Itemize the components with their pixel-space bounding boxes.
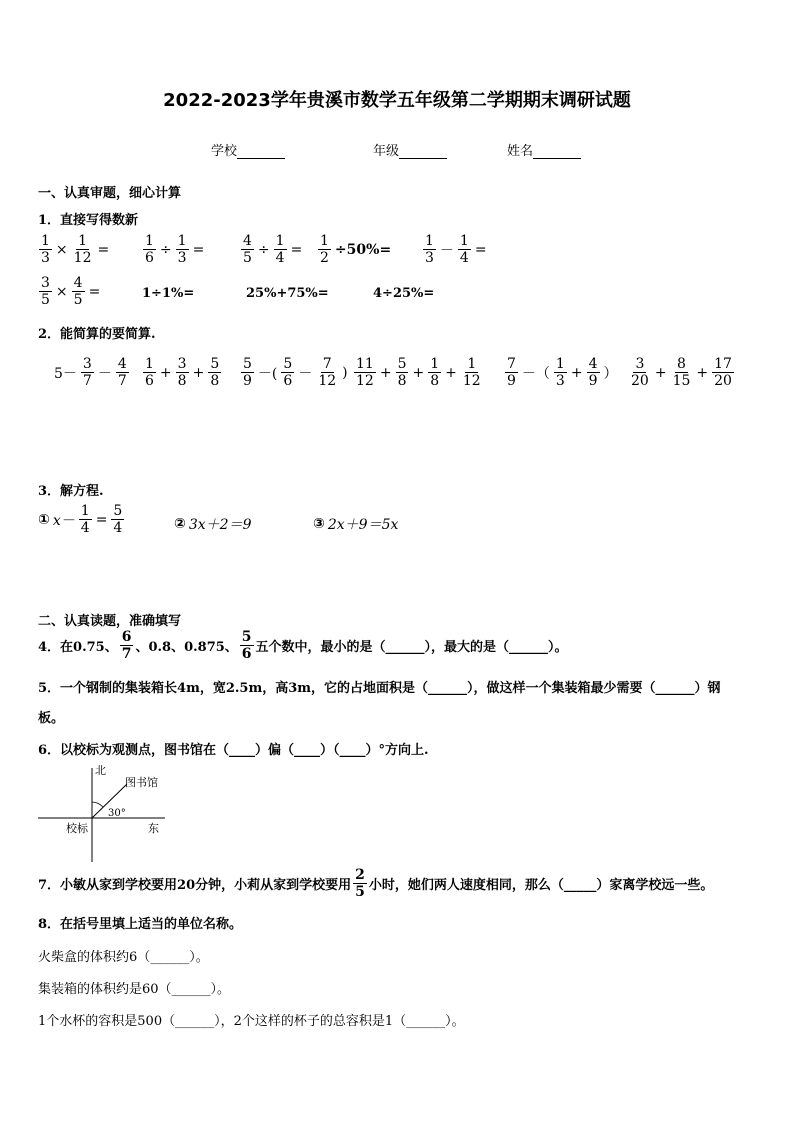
q1-item-5: $\frac{1}{3}$ － $\frac{1}{4}$ =	[425, 233, 487, 266]
fraction: $\frac{5}{8}$	[210, 356, 220, 389]
fraction: $\frac{4}{7}$	[117, 356, 127, 389]
fraction: $\frac{5}{6}$	[241, 629, 252, 662]
origin-label: 校标	[66, 822, 88, 835]
fraction: $\frac{4}{5}$	[73, 275, 83, 308]
fraction: $\frac{1}{12}$	[462, 356, 481, 389]
q3-label: 3．解方程.	[38, 484, 104, 499]
fraction: $\frac{2}{5}$	[355, 867, 365, 900]
fraction: $\frac{3}{5}$	[41, 275, 50, 308]
q8-line-2: 集装箱的体积约是60（______）。	[38, 982, 231, 997]
name-label: 姓名	[507, 144, 534, 159]
q8-line-3: 1个水杯的容积是500（______），2个这样的杯子的总容积是1（______）。	[38, 1014, 465, 1029]
q8-line-1: 火柴盒的体积约6（______）。	[38, 950, 209, 965]
q2-label: 2．能简算的要简算.	[38, 327, 156, 342]
q1-item-8: 25%+75%=	[246, 286, 329, 301]
angle-label: 30°	[108, 808, 126, 819]
fraction: $\frac{1}{6}$	[145, 356, 154, 389]
fraction: $\frac{3}{8}$	[177, 356, 187, 389]
direction-diagram	[30, 760, 180, 865]
q3-eq-1: ① x－ $\frac{1}{4}$ = $\frac{5}{4}$	[38, 503, 123, 536]
fraction: $\frac{1}{3}$	[555, 356, 565, 389]
fraction: $\frac{3}{7}$	[82, 356, 92, 389]
fraction: $\frac{1}{3}$	[177, 233, 187, 266]
q6: 6．以校标为观测点，图书馆在（____）偏（____）（____）°方向上.	[38, 743, 429, 758]
q5-line-2: 板。	[38, 711, 65, 726]
north-label: 北	[95, 764, 106, 777]
fraction: $\frac{4}{9}$	[588, 356, 598, 389]
page-title: 2022-2023学年贵溪市数学五年级第二学期期末调研试题	[163, 90, 631, 111]
fraction: $\frac{1}{3}$	[425, 233, 434, 266]
q2-expr-3: $\frac{5}{9}$ －( $\frac{5}{6}$ － $\frac{7}{12}$ )	[243, 356, 348, 389]
fraction: $\frac{1}{6}$	[145, 233, 154, 266]
fraction: $\frac{3}{20}$	[631, 356, 649, 389]
q3-eq-2: ② 3x＋2＝9	[174, 516, 252, 533]
fraction: $\frac{5}{8}$	[397, 356, 407, 389]
fraction: $\frac{6}{7}$	[121, 629, 132, 662]
q1-item-1: $\frac{1}{3}$ × $\frac{1}{12}$ =	[41, 233, 110, 266]
q2-expr-1: 5－ $\frac{3}{7}$ － $\frac{4}{7}$	[54, 356, 127, 389]
name-field	[507, 140, 581, 159]
q1-item-4: $\frac{1}{2}$ ÷50%=	[320, 233, 392, 266]
q2-expr-6: $\frac{3}{20}$ + $\frac{8}{15}$ + $\frac{17}{20}$	[631, 356, 732, 389]
fraction: $\frac{4}{5}$	[243, 233, 252, 266]
fraction: $\frac{5}{6}$	[283, 356, 293, 389]
q1-item-3: $\frac{4}{5}$ ÷ $\frac{1}{4}$ =	[243, 233, 303, 266]
fraction: $\frac{7}{9}$	[507, 356, 516, 389]
grade-field	[373, 140, 447, 159]
q1-item-7: 1÷1%=	[142, 286, 195, 301]
school-label: 学校	[211, 144, 238, 159]
section1-heading: 一、认真审题，细心计算	[38, 186, 182, 201]
grade-blank[interactable]	[399, 146, 447, 159]
q7: 7．小敏从家到学校要用20分钟，小莉从家到学校要用 $\frac{2}{5}$ 小时，她们两人速度相同，那么（_____）家离学校远一些。	[38, 867, 714, 900]
fraction: $\frac{8}{15}$	[672, 356, 691, 389]
q1-label: 1．直接写得数新	[38, 213, 139, 228]
fraction: $\frac{1}{4}$	[459, 233, 469, 266]
school-field	[211, 140, 285, 159]
fraction: $\frac{5}{4}$	[113, 503, 123, 536]
q1-item-6: $\frac{3}{5}$ × $\frac{4}{5}$ =	[41, 275, 101, 308]
name-blank[interactable]	[533, 146, 581, 159]
fraction: $\frac{1}{4}$	[275, 233, 285, 266]
fraction: $\frac{1}{2}$	[320, 233, 329, 266]
fraction: $\frac{17}{20}$	[714, 356, 732, 389]
fraction: $\frac{5}{9}$	[243, 356, 252, 389]
q1-item-2: $\frac{1}{6}$ ÷ $\frac{1}{3}$ =	[145, 233, 205, 266]
grade-label: 年级	[373, 144, 400, 159]
q8-label: 8．在括号里填上适当的单位名称。	[38, 917, 243, 932]
q3-eq-3: ③ 2x＋9＝5x	[313, 516, 399, 533]
fraction: $\frac{1}{12}$	[73, 233, 92, 266]
q5-line-1: 5．一个钢制的集装箱长4m，宽2.5m，高3m，它的占地面积是（______），做这样一个集装箱最少需要（______）钢	[38, 681, 721, 696]
fraction: $\frac{7}{12}$	[318, 356, 337, 389]
q4: 4．在0.75、 $\frac{6}{7}$ 、0.8、0.875、 $\frac{5}{6}$ 五个数中，最小的是（______），最大的是（______）。	[38, 629, 568, 662]
fraction: $\frac{11}{12}$	[356, 356, 374, 389]
q2-expr-2: $\frac{1}{6}$ + $\frac{3}{8}$ + $\frac{5}{8}$	[145, 356, 220, 389]
q2-expr-4: $\frac{11}{12}$ + $\frac{5}{8}$ + $\frac{1}{8}$ + $\frac{1}{12}$	[356, 356, 481, 389]
school-blank[interactable]	[237, 146, 285, 159]
fraction: $\frac{1}{4}$	[80, 503, 90, 536]
section2-heading: 二、认真读题，准确填写	[38, 614, 182, 629]
fraction: $\frac{1}{8}$	[430, 356, 440, 389]
angle-arc	[92, 802, 103, 807]
target-label: 图书馆	[125, 776, 158, 789]
q1-item-9: 4÷25%=	[373, 286, 435, 301]
q2-expr-5: $\frac{7}{9}$ －（ $\frac{1}{3}$ + $\frac{4}{9}$ ）	[507, 356, 618, 389]
east-label: 东	[148, 822, 159, 835]
fraction: $\frac{1}{3}$	[41, 233, 50, 266]
